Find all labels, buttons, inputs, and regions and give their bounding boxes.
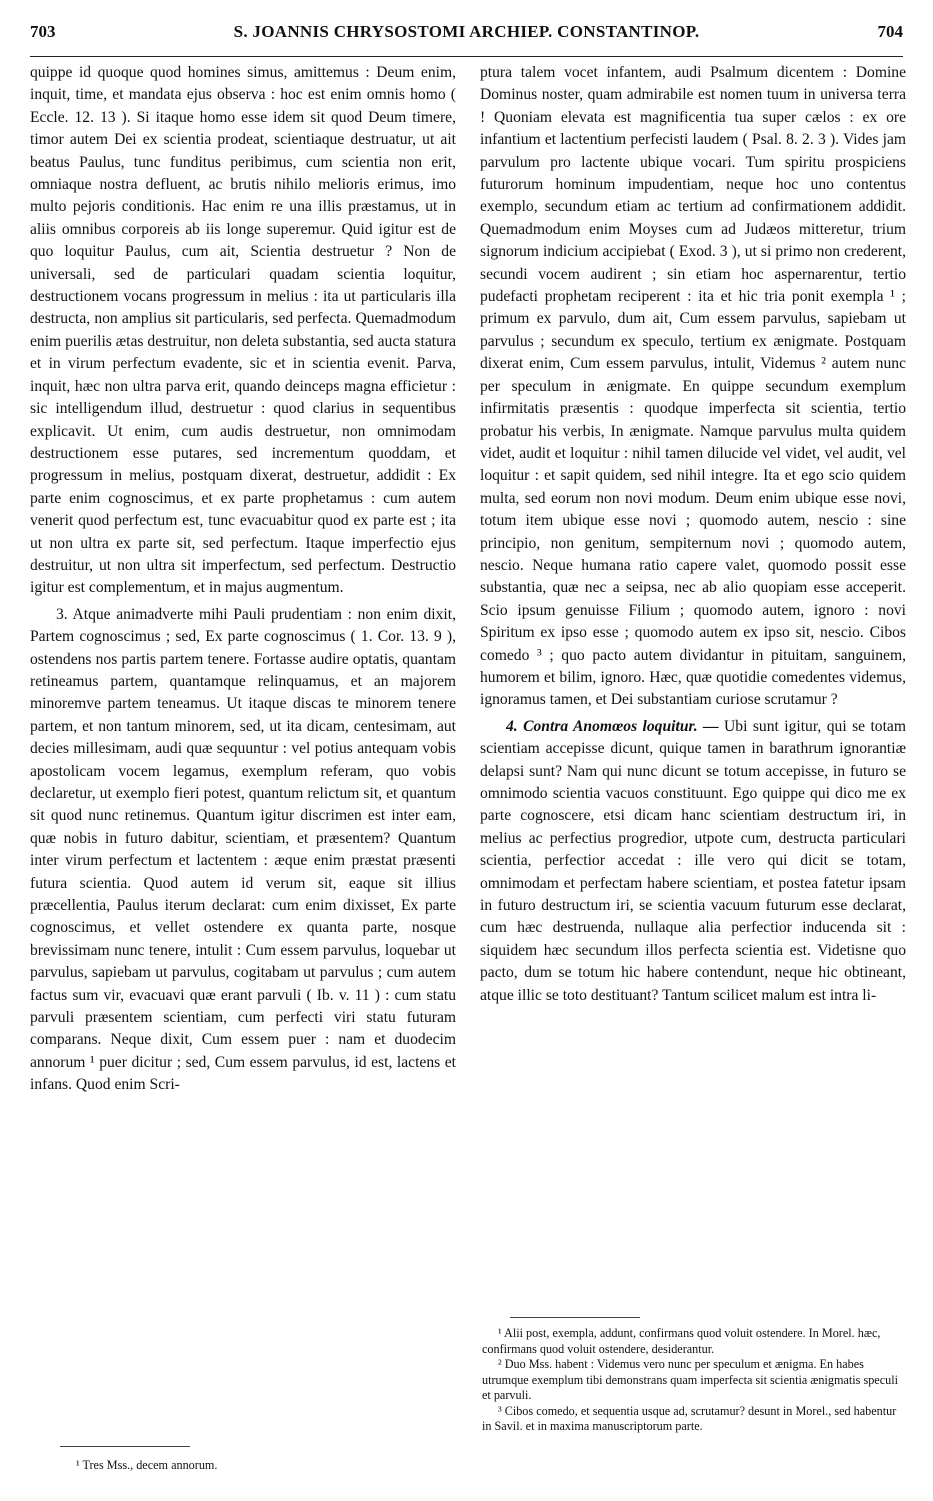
footnote-rule-left [60, 1446, 190, 1447]
footnotes-right [482, 1326, 906, 1435]
running-header [30, 22, 903, 54]
footnote-rule-right [510, 1317, 640, 1318]
footnote-right-2: ² Duo Mss. habent : Videmus vero nunc per speculum et ænigma. En habes utrumque exemplum tibi demonstrans quam imperfecta sit scientia ænigmatis speculi et parvuli. [482, 1357, 898, 1402]
footnote-right-1: ¹ Alii post, exempla, addunt, confirmans quod voluit ostendere. In Morel. hæc, confirmans quod voluit ostendere, desiderantur. [482, 1326, 881, 1356]
paragraph-right-2 [480, 716, 906, 1007]
paragraph-left-1: quippe id quoque quod homines simus, amittemus : Deum enim, inquit, time, et mandata ejus observa : hoc est enim omnis homo ( Eccle. 12. 13 ). Si itaque homo esse idem sit quod Deum timere, timor autem Dei ex scientia prodeat, scientiaque destruatur, ut ait beatus Paulus, tunc funditus peribimus, cum scientia non erit, omniaque nostra defluent, ac brutis nihilo melioris erimus, imo multo pejoris conditionis. Hac enim re una illis præstamus, ut in aliis omnibus corporeis ab iis longe superemur. Quid igitur est de quo loquitur Paulus, cum ait, Scientia destruetur ? Non de universali, sed de particulari quadam scientia loquitur, destructionem vocans progressum in melius : ita ut particularis illa destructa, non amplius sit particularis, sed perfecta. Quemadmodum enim puerilis ætas destruitur, non deleta substantia, sed aucta statura et in virum perfectum evadente, sic et in scientia evenit. Parva, inquit, hæc non ultra parva erit, quando deinceps magna efficietur : sic intelligendum illud, destruetur : quod clarius in sequentibus explicavit. Ut enim, cum audis destruetur, non omnimodam destructionem esse putares, sed incrementum quoddam, et progressum in melius, postquam dixerat, destruetur, addidit : Ex parte enim cognoscimus, et ex parte prophetamus : cum autem venerit quod perfectum est, tunc evacuabitur quod ex parte est ; ita ut non ultra ex parte sit, sed perfectum. Itaque imperfectio ejus destruitur, ut non ultra sit imperfectum, sed perfectum. Destructio igitur est complementum, et in majus augmentum. [30, 64, 456, 597]
footnotes-left [60, 1458, 456, 1474]
left-column [30, 62, 456, 1097]
paragraph-left-2: 3. Atque animadverte mihi Pauli prudentiam : non enim dixit, Partem cognoscimus ; sed, Ex parte cognoscimus ( 1. Cor. 13. 9 ), ostendens nos partis partem tenere. Fortasse audire optatis, quantam retineamus partem, quantamque relinquamus, et an majorem minoremve partem teneamus. Ut itaque discas te minorem tenere partem, et non tantum minorem, sed, ut ita dicam, centesimam, aut decies millesimam, audi quæ sequuntur : vel potius antequam vobis apostolicam vocem legamus, exemplum referam, quo vobis declaretur, ut exemplo fieri potest, quantum relictum sit, et quantum sit quod nunc retinemus. Quantum igitur discrimen est inter eam, quæ nobis in futuro dabitur, scientiam, et præsentem? Quantum inter virum perfectum et lactentem : æque enim præstat præsenti futura scientia. Quod autem id verum sit, eaque sit illius præcellentia, Paulus iterum declarat: cum enim dixisset, Ex parte cognoscimus, et vellet ostendere ex quanta parte, nosque brevissimam nunc tenere, intulit : Cum essem parvulus, loquebar ut parvulus, sapiebam ut parvulus, cogitabam ut parvulus ; cum autem factus sum vir, evacuavi quæ erant parvuli ( Ib. v. 11 ) : cum statu parvuli præsentem scientiam, cum perfecti viri statu futuram comparans. Neque dixit, Cum essem puer : nam et duodecim annorum ¹ puer dicitur ; sed, Cum essem parvulus, id est, lactens et infans. Quod enim Scri- [30, 605, 456, 1094]
page-number-right: 704 [877, 22, 903, 41]
right-column [480, 62, 906, 1007]
header-rule [30, 56, 903, 57]
page-number-left: 703 [30, 22, 56, 41]
running-title: S. JOANNIS CHRYSOSTOMI ARCHIEP. CONSTANTINOP. [233, 22, 700, 41]
footnote-left-1: ¹ Tres Mss., decem annorum. [76, 1458, 218, 1472]
section-heading: 4. Contra Anomœos loquitur. — [506, 717, 719, 735]
paragraph-right-2-text: Ubi sunt igitur, qui se totam scientiam accepisse dicunt, quique tamen in barathrum ignorantiæ delapsi sunt? Nam qui nunc dicunt se totum accepisse, in futuro se omnimodo scientia vacuos constituunt. Ego quippe qui dico me ex parte cognoscere, etsi dicam hanc scientiam destructum iri, in melius ac perfectius progredior, utpote cum, destructa particulari scientia, perfectior accedat : ille vero qui dicit se totam, omnimodam et perfectam habere scientiam, et postea fatetur ipsam in futuro destructum iri, se scientia vacuum futurum esse declarat, cum hæc destruenda, nullaque alia perfectior inducenda sit : siquidem hæc secundum illos perfecta scientia est. Videtisne quo pacto, dum se totum hic habere contendunt, neque hic obtineant, atque illic se toto destituant? Tantum scilicet malum est intra li- [480, 717, 906, 1004]
footnote-right-3: ³ Cibos comedo, et sequentia usque ad, scrutamur? desunt in Morel., sed habentur in Savil. et in maxima manuscriptorum parte. [482, 1403, 897, 1433]
paragraph-right-1: ptura talem vocet infantem, audi Psalmum dicentem : Domine Dominus noster, quam admirabile est nomen tuum in universa terra ! Quoniam elevata est magnificentia tua super cælos : ex ore infantium et lactentium perfecisti laudem ( Psal. 8. 2. 3 ). Vides jam parvulum pro lactente ubique vocari. Tum spiritu prospiciens futurorum hominum impudentiam, neque hoc uno contentus exemplo, secundum etiam ac tertium ad confirmationem addidit. Quemadmodum enim Moyses cum ad Judæos mitteretur, trium signorum indicium accipiebat ( Exod. 3 ), ut si primo non crederent, secundi vocem audirent ; sin etiam hoc aspernarentur, tertio pudefacti prophetam reciperent : ita et hic tria ponit exempla ¹ ; primum ex parvulo, dum ait, Cum essem parvulus, sapiebam ut parvulus ; secundum ex speculo, tertium ex ænigmate. Postquam dixerat enim, Cum essem parvulus, intulit, Videmus ² autem nunc per speculum in ænigmate. En quippe secundum exemplum infirmitatis præsentis : quodque imperfecta sit scientia, tertio probatur his verbis, In ænigmate. Namque parvulus multa quidem videt, audit et loquitur : nihil tamen dilucide vel videt, vel audit, vel loquitur : et sapit quidem, sed nihil integre. Ita et ego scio quidem multa, sed eorum non novi modum. Deum enim ubique esse novi, totum item ubique esse novi ; quomodo autem, nescio : sine principio, non genitum, sempiternum novi ; quomodo autem, nescio. Neque humana ratio capere valet, quomodo possit esse substantia, quæ nec a seipsa, nec ab alio quopiam esse acceperit. Scio ipsum genuisse Filium ; quomodo autem, ignoro : novi Spiritum ex ipso esse ; quomodo autem ex ipso sit, nescio. Cibos comedo ³ ; quo pacto autem dividantur in pituitam, sanguinem, humorem et bilim, ignoro. Hæc, quæ quotidie comedentes videmus, ignoramus tamen, et Dei substantiam curiose scrutamur ? [480, 64, 906, 709]
